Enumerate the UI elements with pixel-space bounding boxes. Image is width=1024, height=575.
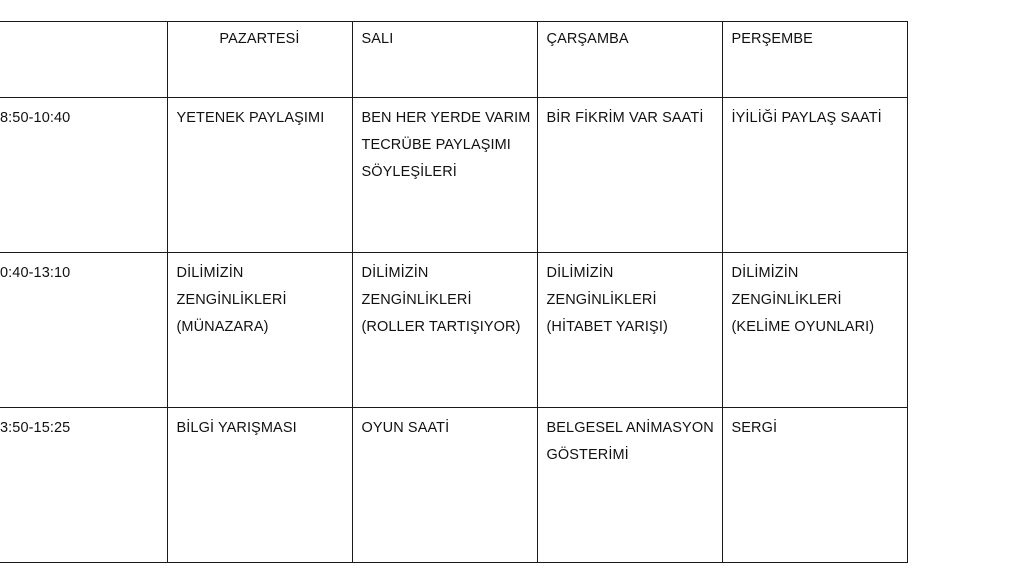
time-slot: 3:50-15:25 (0, 408, 167, 563)
schedule-table (0, 21, 908, 563)
activity-line: DİLİMİZİN (361, 265, 429, 281)
table-row (0, 98, 907, 253)
activity-line: YETENEK PAYLAŞIMI (176, 110, 325, 126)
activity-line: ZENGİNLİKLERİ (731, 292, 842, 308)
day-header: PERŞEMBE (722, 22, 907, 98)
activity-line: SÖYLEŞİLERİ (361, 164, 457, 180)
activity-line: (ROLLER TARTIŞIYOR) (361, 319, 521, 335)
activity-cell (537, 253, 722, 408)
activity-line: İYİLİĞİ PAYLAŞ SAATİ (731, 110, 882, 126)
activity-line: BEN HER YERDE VARIM (361, 110, 531, 126)
table-row (0, 408, 907, 563)
activity-line: GÖSTERİMİ (546, 447, 629, 463)
activity-line: TECRÜBE PAYLAŞIMI (361, 137, 511, 153)
time-slot: 0:40-13:10 (0, 253, 167, 408)
activity-line: BELGESEL ANİMASYON (546, 420, 714, 436)
activity-line: (HİTABET YARIŞI) (546, 319, 668, 335)
activity-line: ZENGİNLİKLERİ (361, 292, 472, 308)
activity-cell (722, 253, 907, 408)
activity-cell (722, 408, 907, 563)
activity-cell (167, 98, 352, 253)
activity-cell (167, 408, 352, 563)
activity-cell (537, 408, 722, 563)
table-row (0, 253, 907, 408)
activity-line: OYUN SAATİ (361, 420, 450, 436)
day-header: ÇARŞAMBA (537, 22, 722, 98)
corner-cell (0, 22, 167, 98)
activity-line: DİLİMİZİN (176, 265, 244, 281)
activity-line: ZENGİNLİKLERİ (176, 292, 287, 308)
activity-cell (167, 253, 352, 408)
activity-cell (352, 98, 537, 253)
activity-line: BİLGİ YARIŞMASI (176, 420, 297, 436)
activity-cell (537, 98, 722, 253)
activity-cell (352, 408, 537, 563)
activity-line: DİLİMİZİN (731, 265, 799, 281)
activity-cell (352, 253, 537, 408)
activity-line: (MÜNAZARA) (176, 319, 269, 335)
activity-line: SERGİ (731, 420, 778, 436)
activity-line: (KELİME OYUNLARI) (731, 319, 875, 335)
activity-cell (722, 98, 907, 253)
header-row (0, 22, 907, 98)
activity-line: DİLİMİZİN (546, 265, 614, 281)
day-header: PAZARTESİ (167, 22, 352, 98)
activity-line: BİR FİKRİM VAR SAATİ (546, 110, 704, 126)
time-slot: 8:50-10:40 (0, 98, 167, 253)
activity-line: ZENGİNLİKLERİ (546, 292, 657, 308)
day-header: SALI (352, 22, 537, 98)
